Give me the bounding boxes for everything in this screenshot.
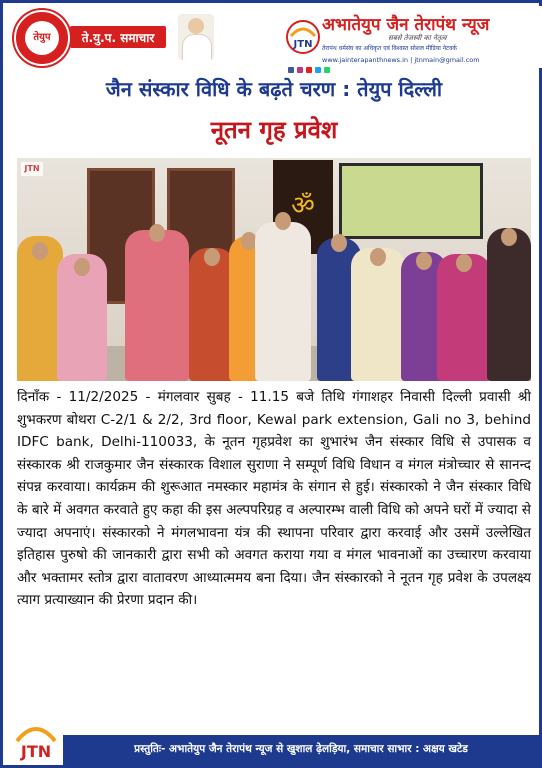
article-text: दिनाँक - 11/2/2025 - मंगलवार सुबह - 11.15 बजे तिथि गंगाशहर निवासी दिल्ली प्रवासी श्री शुभकरण बोथरा C-2/1 & 2/2, 3rd floor, Kewal park extension, Gali no 3, behind IDFC bank, Delhi-110033, के नूतन गृहप्रवेश का शुभारंभ जैन संस्कार विधि से उपासक व संस्कारक श्री राजकुमार जैन संस्कारक विशाल सुराणा ने सम्पूर्ण विधि विधान व मंगल मंत्रोच्चार से सानन्द संपन्न करवाया। कार्यक्रम की शुरूआत नमस्कार महामंत्र के संगान से हुई। संस्कारको ने जैन संस्कार विधि के बारे में अवगत करवाते हुए कहा की इस अल्पपरिग्रह व अल्पारम्भ वाली विधि को अपने घरों में ज्यादा से ज्यादा अपनाएं। संस्कारको ने मंगलभावना यंत्र की स्थापना परिवार द्वारा करवाई और उसमें उल्लेखित इतिहास पुरुषो की जानकारी द्वारा सभी को अवगत कराया गया व मंगल भावनाओं का उच्चारण करवाया और भक्तामर स्तोत्र द्वारा वातावरण आध्यात्ममय बना दिया। जैन संस्कारको ने नूतन गृह प्रवेश के उपलक्ष्य त्याग प्रत्याख्यान की प्रेरणा प्रदान की। — [17, 389, 531, 609]
contact-line[interactable]: www.jainterapanthnews.in | jtnmain@gmail.com — [322, 56, 480, 64]
jtn-footer-logo — [13, 719, 59, 763]
credit-bar — [63, 735, 539, 765]
group-person — [125, 230, 189, 381]
om-altar: ॐ — [273, 160, 333, 254]
youtube-icon[interactable] — [306, 67, 312, 73]
masthead — [6, 6, 542, 68]
group-person — [255, 222, 311, 381]
photo-watermark: JTN — [21, 162, 43, 176]
window — [339, 163, 483, 239]
whatsapp-icon[interactable] — [324, 67, 330, 73]
teyup-logo-text: तेयुप — [33, 32, 51, 43]
group-person — [437, 254, 491, 381]
credit-text: प्रस्तुतिः- अभातेयुप जैन तेरापंथ न्यूज से खुशाल ढ़ेलड़िया, समाचार साभार : अक्षय खटेड — [134, 743, 468, 755]
twitter-icon[interactable] — [315, 67, 321, 73]
brand-name: अभातेयुप जैन तेरापंथ न्यूज — [322, 15, 490, 35]
samachar-ribbon — [70, 26, 166, 48]
footer-logo-text: JTN — [20, 742, 52, 761]
teyup-logo — [14, 10, 70, 66]
instagram-icon[interactable] — [297, 67, 303, 73]
group-person — [351, 248, 405, 381]
brand-tagline: सबसे तेजस्वी का नेतृत्व — [388, 34, 447, 42]
article-body — [17, 386, 531, 612]
acharya-portrait — [178, 14, 214, 60]
ribbon-label: ते.यु.प. समाचार — [81, 31, 155, 45]
group-person — [57, 254, 107, 381]
jtn-brand-logo — [286, 20, 320, 54]
event-photo — [17, 158, 531, 381]
group-person — [487, 228, 531, 381]
headline: जैन संस्कार विधि के बढ़ते चरण : तेयुप दिल्ली — [105, 77, 443, 101]
sub-headline: नूतन गृह प्रवेश — [210, 116, 338, 144]
brand-subtitle: तेरापंथ धर्मसंघ का अधिकृत एवं विश्वस्त सोशल मीडिया नेटवर्क — [322, 45, 458, 52]
brand-mark-text: JTN — [293, 39, 313, 50]
facebook-icon[interactable] — [288, 67, 294, 73]
